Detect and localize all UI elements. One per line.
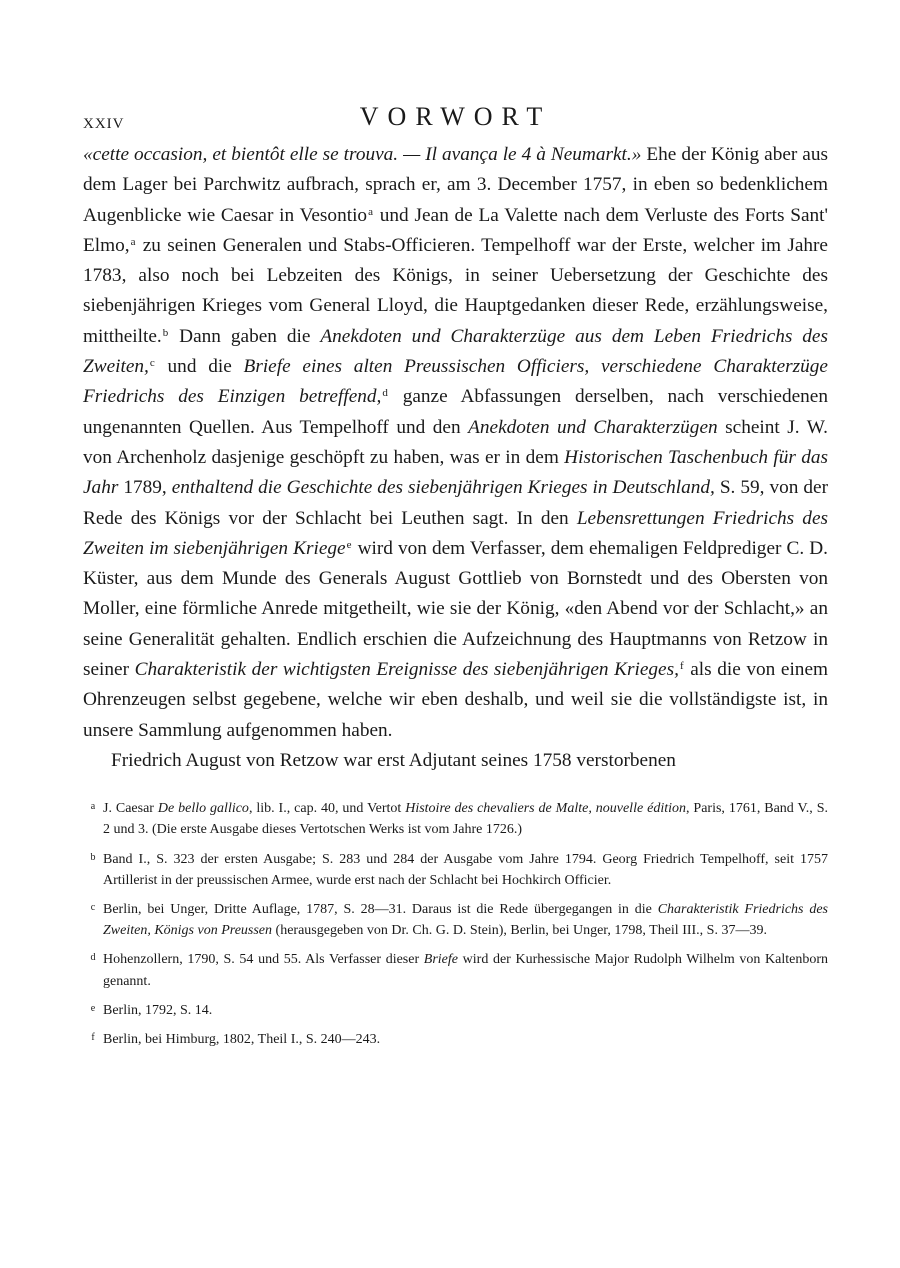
text-run: zu seinen Generalen und Stabs-Officieren. Tempelhoff war der Erste, welcher im Jahre 1783, also noch bei Lebzeiten des Königs, in seiner Uebersetzung der Geschichte des siebenjährigen Krieges vom General Lloyd, die Hauptgedanken dieser Rede, erzählungsweise, mittheilte. (83, 234, 828, 347)
italic-text: Historischen Taschenbuch für das Jahr (83, 446, 828, 499)
text-run: und Jean de La Valette nach dem Verluste des Forts Sant' Elmo, (83, 204, 828, 256)
text-run: Ehe der König aber aus dem Lager bei Parchwitz aufbrach, sprach er, am 3. December 1757, in eben so bedenklichem Augenblicke wie Caesar in Vesontio (83, 144, 829, 226)
running-title: VORWORT (359, 102, 552, 131)
footnote-ref: b (162, 326, 169, 339)
text-run: 1789, (118, 477, 172, 499)
text-run: Berlin, bei Unger, Dritte Auflage, 1787, S. 28—31. Daraus ist die Rede übergegangen in die (103, 902, 658, 918)
footnote-marker: f (91, 1032, 95, 1044)
text-run: Berlin, bei Himburg, 1802, Theil I., S. 240—243. (103, 1032, 381, 1048)
footnote-marker: c (90, 902, 96, 914)
body-text (83, 140, 828, 776)
text-run: wird von dem Verfasser, dem ehemaligen Feldprediger C. D. Küster, aus dem Munde des Generals August Gottlieb von Bornstedt und des Obersten von Moller, eine förmliche Anrede mitgetheilt, wie sie der König, «den Abend vor der Schlacht,» an seine Generalität gehalten. Endlich erschien die Aufzeichnung des Hauptmanns von Retzow in seiner (83, 537, 828, 681)
page (83, 100, 828, 1056)
text-run: scheint J. W. von Archenholz dasjenige geschöpft zu haben, was er in dem (83, 416, 828, 468)
text-run: Dann gaben die (169, 325, 321, 347)
text-run: (herausgegeben von Dr. Ch. G. D. Stein), Berlin, bei Unger, 1798, Theil III., S. 37—39. (272, 923, 767, 939)
text-run: , lib. I., cap. 40, und Vertot (248, 801, 406, 817)
text-run: S. 59, von der Rede des Königs vor der Schlacht bei Leuthen sagt. In den (83, 477, 829, 529)
footnote (83, 1027, 828, 1050)
italic-text: Charakteristik der wichtigsten Ereignisse des siebenjährigen Krieges, (134, 659, 679, 681)
footnote-ref: a (368, 205, 373, 218)
italic-text: Anekdoten und Charakterzügen (468, 416, 718, 438)
footnote (83, 998, 828, 1021)
footnote-ref: d (382, 387, 388, 400)
italic-text: enthaltend die Geschichte des siebenjährigen Krieges in Deutschland, (171, 477, 715, 499)
italic-text: Histoire des chevaliers de Malte, nouvelle édition (405, 801, 686, 817)
italic-text: Anekdoten und Charakterzüge aus dem Leben Friedrichs des Zweiten, (83, 325, 828, 378)
paragraph (83, 746, 828, 776)
footnote-ref: e (346, 538, 352, 551)
footnote-marker: e (90, 1002, 96, 1014)
footnote (83, 897, 828, 941)
footnote-ref: c (149, 357, 155, 370)
footnote-marker: b (90, 851, 96, 863)
text-run: Hohenzollern, 1790, S. 54 und 55. Als Verfasser dieser (103, 952, 424, 968)
text-run: Friedrich August von Retzow war erst Adjutant seines 1758 verstorbenen (111, 749, 676, 771)
footnote-marker: d (90, 952, 96, 964)
footnote-ref: a (130, 235, 136, 248)
footnote (83, 796, 828, 840)
italic-text: «cette occasion, et bientôt elle se trouva. — Il avança le 4 à Neumarkt.» (83, 144, 642, 165)
text-run: Berlin, 1792, S. 14. (103, 1002, 213, 1018)
footnote (83, 847, 828, 891)
paragraph (83, 140, 828, 746)
text-run: , Paris, 1761, Band V., S. 2 und 3. (Die erste Ausgabe dieses Vertotschen Werks ist vom Jahre 1726.) (103, 801, 828, 838)
text-run: und die (155, 356, 244, 378)
italic-text: De bello gallico (157, 801, 249, 817)
footnotes (83, 796, 828, 1050)
page-number: XXIV (83, 116, 125, 132)
footnote-ref: f (679, 660, 684, 673)
text-run: wird der Kurhessische Major Rudolph Wilhelm von Kaltenborn genannt. (103, 952, 828, 989)
italic-text: Lebensrettungen Friedrichs des Zweiten im siebenjährigen Kriege (83, 507, 829, 559)
text-run: ganze Abfassungen derselben, nach verschiedenen ungenannten Quellen. Aus Tempelhoff und den (83, 386, 828, 438)
italic-text: Briefe eines alten Preussischen Officiers, verschiedene Charakterzüge Friedrichs des Einzigen betreffend, (83, 356, 828, 408)
page-header (83, 100, 828, 140)
text-run: J. Caesar (103, 801, 158, 817)
footnote (83, 947, 828, 991)
text-run: als die von einem Ohrenzeugen selbst gegebene, welche wir eben deshalb, und weil sie die vollständigste ist, in unsere Sammlung aufgenommen haben. (83, 659, 828, 741)
footnote-marker: a (90, 801, 96, 813)
italic-text: Briefe (423, 952, 458, 968)
text-run: Band I., S. 323 der ersten Ausgabe; S. 283 und 284 der Ausgabe vom Jahre 1794. Georg Friedrich Tempelhoff, seit 1757 Artillerist in der preussischen Armee, wurde erst nach der Schlacht bei Hochkirch Officier. (103, 851, 828, 888)
italic-text: Charakteristik Friedrichs des Zweiten, Königs von Preussen (103, 902, 828, 939)
